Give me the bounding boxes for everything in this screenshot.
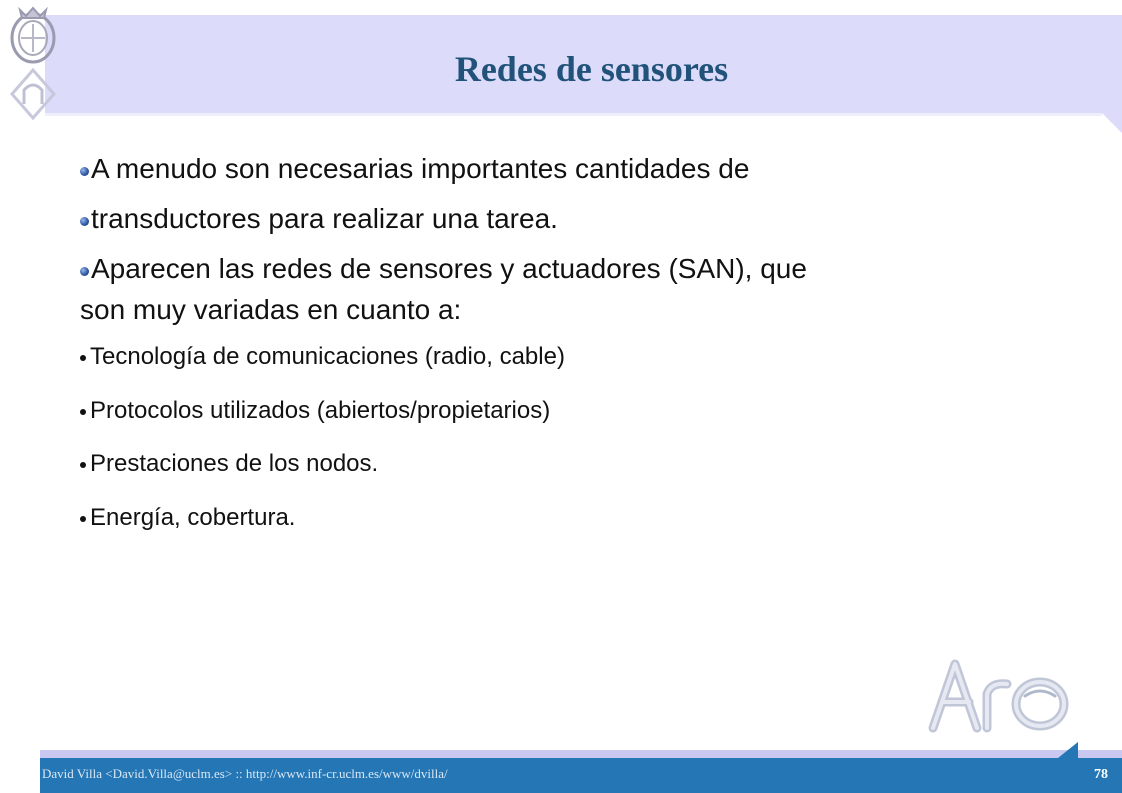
sub-bullet-point	[80, 342, 565, 372]
footer-credit: David Villa <David.Villa@uclm.es> :: http://www.inf-cr.uclm.es/www/dvilla/	[42, 766, 448, 781]
sub-bullet-text: Tecnología de comunicaciones (radio, cable)	[90, 343, 565, 370]
bullet-text: Aparecen las redes de sensores y actuadores (SAN), que	[91, 253, 807, 284]
sub-bullet-point	[80, 449, 378, 479]
bullet-point	[80, 153, 749, 185]
bullet-text: transductores para realizar una tarea.	[91, 203, 558, 234]
bullet-text: A menudo son necesarias importantes cantidades de	[91, 153, 750, 184]
blue-orb-bullet-icon	[80, 267, 89, 276]
dot-bullet-icon	[80, 355, 86, 361]
page-title: Redes de sensores	[454, 49, 729, 89]
sub-bullet-text: Energía, cobertura.	[90, 504, 296, 531]
footer-notch	[1058, 742, 1078, 758]
arco-logo-icon	[925, 656, 1075, 734]
bullet-point	[80, 203, 558, 235]
bullet-point-continuation	[80, 294, 461, 326]
page-number: 78	[1094, 767, 1108, 782]
bullet-point	[80, 253, 807, 285]
dot-bullet-icon	[80, 409, 86, 415]
sub-bullet-text: Prestaciones de los nodos.	[90, 450, 379, 477]
dot-bullet-icon	[80, 462, 86, 468]
dot-bullet-icon	[80, 516, 86, 522]
footer-highlight	[40, 750, 1122, 758]
blue-orb-bullet-icon	[80, 167, 89, 176]
sub-bullet-point	[80, 503, 295, 533]
bullet-text: son muy variadas en cuanto a:	[80, 294, 462, 325]
sub-bullet-point	[80, 396, 550, 426]
blue-orb-bullet-icon	[80, 217, 89, 226]
sub-bullet-text: Protocolos utilizados (abiertos/propietarios)	[90, 397, 551, 424]
